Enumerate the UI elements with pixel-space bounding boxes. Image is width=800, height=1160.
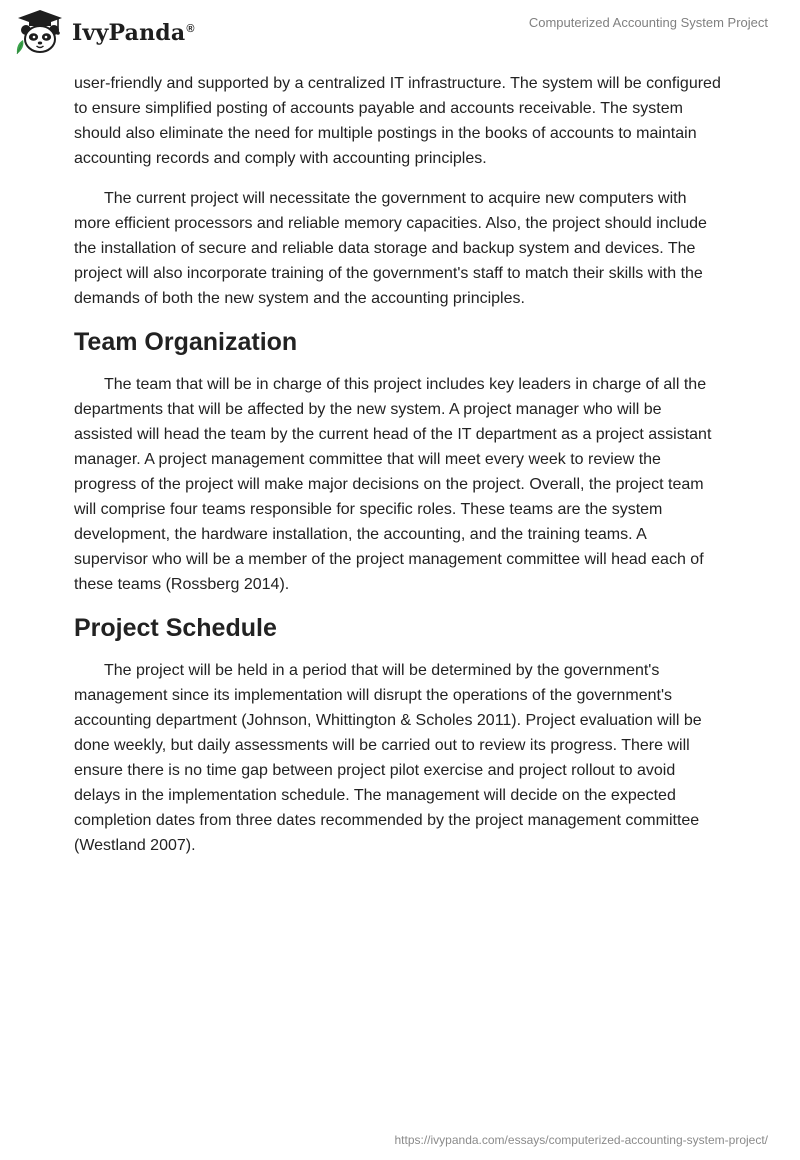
paragraph-project-schedule: The project will be held in a period that will be determined by the government's management since its implementation will disrupt the operations of the government's accounting department (Johnson, Whittington & Scholes 2011). Project evaluation will be done weekly, but daily assessments will be carried out to review its progress. There will ensure there is no time gap between project pilot exercise and project rollout to avoid delays in the implementation schedule. The management will decide on the expected completion dates from three dates recommended by the project management committee (Westland 2007).: [74, 662, 702, 854]
essay-body: [74, 71, 724, 873]
paragraph-team-organization: The team that will be in charge of this project includes key leaders in charge of all the departments that will be affected by the new system. A project manager who will be assisted will head the team by the current head of the IT department as a project assistant manager. A project management committee that will meet every week to review the progress of the project will make major decisions on the project. Overall, the project team will comprise four teams responsible for specific roles. These teams are the system development, the hardware installation, the accounting, and the training teams. A supervisor who will be a member of the project management committee will head each of these teams (Rossberg 2014).: [74, 376, 712, 593]
page-header: [0, 0, 800, 64]
paragraph-intro-2: The current project will necessitate the government to acquire new computers with more efficient processors and reliable memory capacities. Also, the project should include the installation of secure and reliable data storage and backup system and devices. The project will also incorporate training of the government's staff to match their skills with the demands of both the new system and the accounting principles.: [74, 190, 707, 307]
heading-team-organization: Team Organization: [74, 328, 298, 356]
document-title: Computerized Accounting System Project: [528, 15, 768, 30]
logo-wordmark: IvyPanda®: [72, 20, 195, 46]
source-url[interactable]: https://ivypanda.com/essays/computerized-accounting-system-project/: [394, 1133, 768, 1147]
registered-mark: ®: [186, 22, 195, 35]
ivypanda-logo[interactable]: [14, 8, 195, 56]
paragraph-intro-1: user-friendly and supported by a centralized IT infrastructure. The system will be configured to ensure simplified posting of accounts payable and accounts receivable. The system should also eliminate the need for multiple postings in the books of accounts to maintain accounting records and comply with accounting principles.: [74, 75, 721, 167]
heading-project-schedule: Project Schedule: [74, 614, 277, 642]
panda-mascot-icon: [14, 8, 66, 56]
